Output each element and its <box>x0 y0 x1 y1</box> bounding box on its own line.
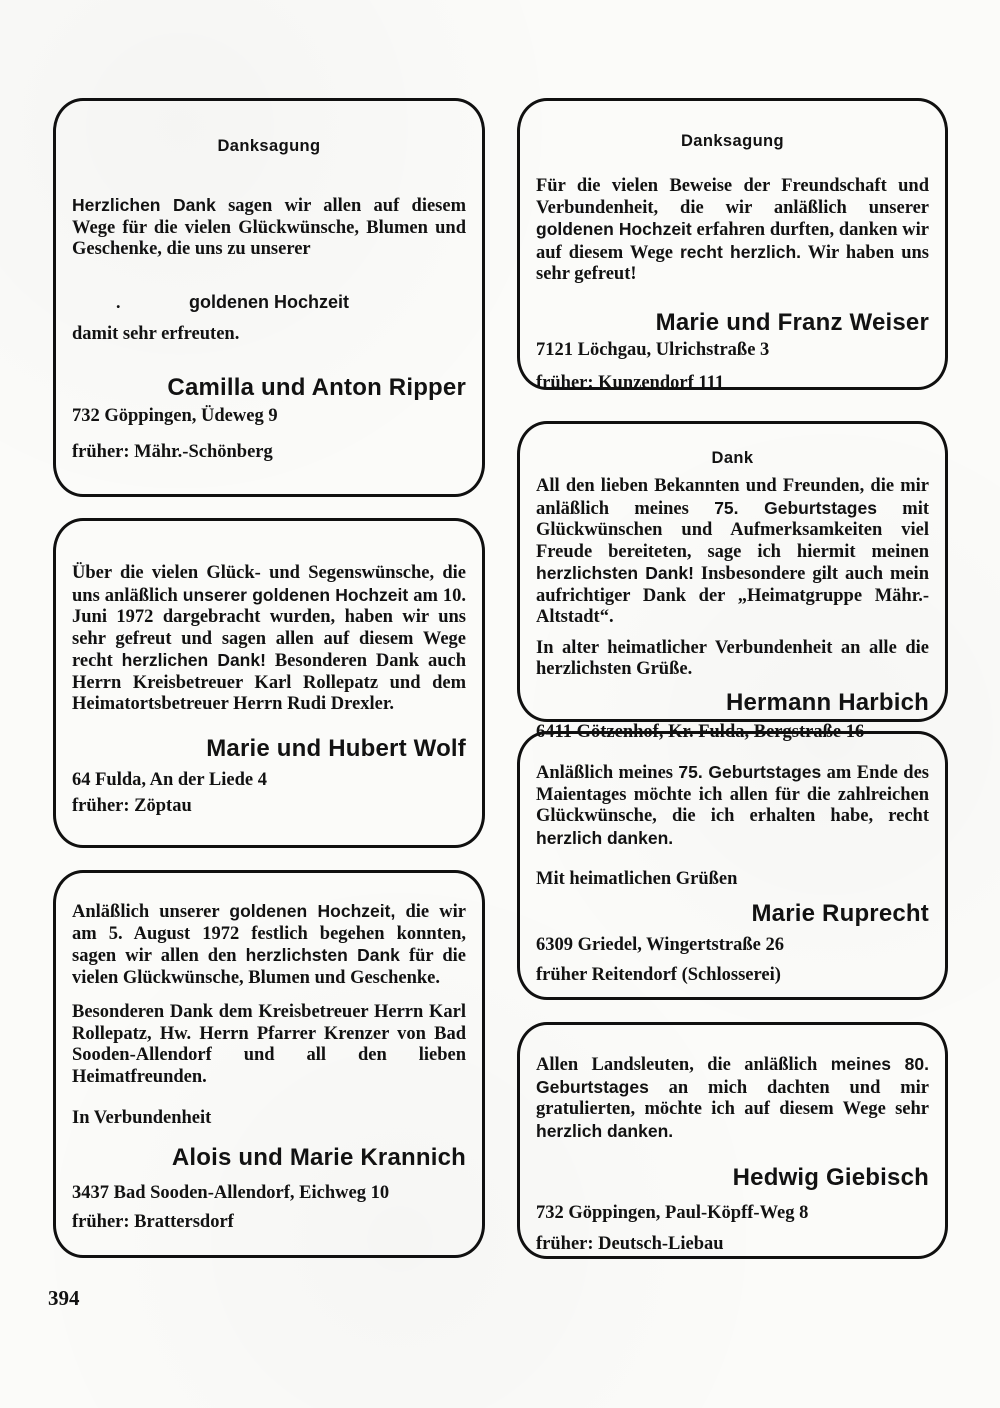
emphasized-text: herzlichsten Dank! <box>536 563 694 583</box>
ad-signature-name: Marie Ruprecht <box>751 899 929 927</box>
emphasized-text: herzlichen Dank! <box>121 650 266 670</box>
ad-occasion-line <box>72 293 466 312</box>
body-text: Über die vielen Glück- und Segenswünsche, die uns anläßlich <box>72 563 466 606</box>
ad-title: Danksagung <box>680 132 785 150</box>
body-text: an mich dachten und mir gratulierten, möchte ich auf diesem Wege sehr <box>536 1077 929 1119</box>
ad-salutation: In Verbundenheit <box>72 1108 212 1128</box>
body-text: mit Glückwünschen und Aufmerksamkeiten viel Freude bereiteten, sage ich hiermit meinen <box>536 498 929 562</box>
ad-former-residence: früher: Zöptau <box>72 795 192 816</box>
ad-address: 732 Göppingen, Paul-Köpff-Weg 8 <box>536 1203 809 1223</box>
emphasized-text: 75. Geburtstages <box>714 497 877 518</box>
ad-card-ripper <box>53 98 485 497</box>
emphasized-text: 75. Geburtstages <box>678 762 822 782</box>
ad-paragraph <box>72 563 466 716</box>
ad-paragraph: In alter heimatlicher Verbundenheit an alle die herzlichsten Grüße. <box>536 637 929 679</box>
ad-salutation: Mit heimatlichen Grüßen <box>536 869 738 889</box>
ad-paragraph <box>536 762 929 850</box>
body-text: am Ende des Maientages möchte ich allen für die zahlreichen Glückwünsche, die ich erhalten habe, recht <box>536 763 929 826</box>
emphasized-text: herzlich danken. <box>536 1120 674 1141</box>
body-text: Allen Landsleuten, die anläßlich <box>536 1055 831 1075</box>
ad-title: Dank <box>711 449 754 467</box>
ad-paragraph <box>536 476 929 629</box>
body-text: für die vielen Glückwünsche, Blumen und Geschenke. <box>72 946 466 988</box>
ad-closing-line: damit sehr erfreuten. <box>72 323 240 344</box>
ad-former-residence: früher: Deutsch-Liebau <box>536 1234 724 1254</box>
ad-occasion-text: goldenen Hochzeit <box>188 291 349 312</box>
ad-card-harbich <box>517 421 948 742</box>
ad-paragraph <box>536 176 929 286</box>
ad-paragraph <box>536 1054 929 1143</box>
body-text: Anläßlich meines <box>536 763 679 783</box>
emphasized-text: recht herzlich. <box>680 241 802 262</box>
ad-address: 64 Fulda, An der Liede 4 <box>72 769 267 790</box>
ad-title: Danksagung <box>217 137 321 155</box>
emphasized-text: goldenen Hochzeit <box>536 219 692 239</box>
ad-address: 7121 Löchgau, Ulrichstraße 3 <box>536 339 770 360</box>
print-artifact-dot: . <box>116 291 121 312</box>
ad-signature-name: Marie und Hubert Wolf <box>206 734 466 762</box>
body-text: erfahren durften, danken wir auf diesem Wege <box>536 220 930 263</box>
ad-former-residence: früher Reitendorf (Schlosserei) <box>536 964 781 985</box>
ad-signature-name: Alois und Marie Krannich <box>171 1143 466 1171</box>
ad-signature-name: Hermann Harbich <box>725 688 929 716</box>
body-text: Besonderen Dank auch Herrn Kreisbetreuer Karl Rollepatz und dem Heimatortsbetreuer Herrn Rudi Drexler. <box>72 651 466 714</box>
body-text: am 10. Juni 1972 dargebracht wurden, haben wir uns sehr gefreut und sagen allen auf diesem Wege recht <box>72 585 466 671</box>
ad-signature-name: Marie und Franz Weiser <box>655 308 929 336</box>
ad-former-residence: früher: Kunzendorf 111 <box>536 372 725 393</box>
ad-card-krannich <box>53 870 485 1258</box>
emphasized-text: goldenen Hochzeit, <box>229 901 396 921</box>
page-number: 394 <box>48 1286 80 1310</box>
emphasized-text: unserer goldenen Hochzeit <box>182 584 409 605</box>
body-text: die wir am 5. August 1972 festlich begehen konnten, sagen wir allen den <box>72 902 466 966</box>
emphasized-text: herzlichsten Dank <box>245 945 400 965</box>
ad-address: 732 Göppingen, Üdeweg 9 <box>72 406 278 426</box>
emphasized-text: meines 80. Geburtstages <box>536 1054 930 1097</box>
ad-card-wolf <box>53 518 485 848</box>
emphasized-text: Herzlichen Dank <box>72 195 216 215</box>
ad-address: 6309 Griedel, Wingertstraße 26 <box>536 934 785 955</box>
body-text: Wir haben uns sehr gefreut! <box>536 242 929 284</box>
ad-paragraph: Besonderen Dank dem Kreisbetreuer Herrn Karl Rollepatz, Hw. Herrn Pfarrer Krenzer von Bad Sooden-Allendorf und all den lieben Heimatfreunden. <box>72 1002 466 1087</box>
body-text: Insbesondere gilt auch mein aufrichtiger Dank der „Heimatgruppe Mähr.-Altstadt“. <box>536 564 929 627</box>
body-text: Für die vielen Beweise der Freundschaft und Verbundenheit, die wir anläßlich unserer <box>536 176 929 218</box>
ad-address: 6411 Götzenhof, Kr. Fulda, Bergstraße 16 <box>536 721 865 742</box>
ad-paragraph <box>72 901 466 989</box>
ad-former-residence: früher: Brattersdorf <box>72 1211 234 1232</box>
ad-signature-name: Camilla und Anton Ripper <box>167 374 466 401</box>
body-text: All den lieben Bekannten und Freunden, die mir anläßlich meines <box>536 476 929 519</box>
ad-address: 3437 Bad Sooden-Allendorf, Eichweg 10 <box>72 1182 390 1203</box>
ad-paragraph <box>72 195 466 261</box>
ad-former-residence: früher: Mähr.-Schönberg <box>72 442 273 462</box>
ad-signature-name: Hedwig Giebisch <box>732 1164 929 1191</box>
body-text: sagen wir allen auf diesem Wege für die vielen Glückwünsche, Blumen und Geschenke, die uns zu unserer <box>72 196 466 259</box>
ad-card-giebisch <box>517 1022 948 1259</box>
ad-card-ruprecht <box>517 731 948 1000</box>
emphasized-text: herzlich danken. <box>536 827 674 848</box>
ad-card-weiser <box>517 98 948 393</box>
body-text: Anläßlich unserer <box>72 902 230 922</box>
